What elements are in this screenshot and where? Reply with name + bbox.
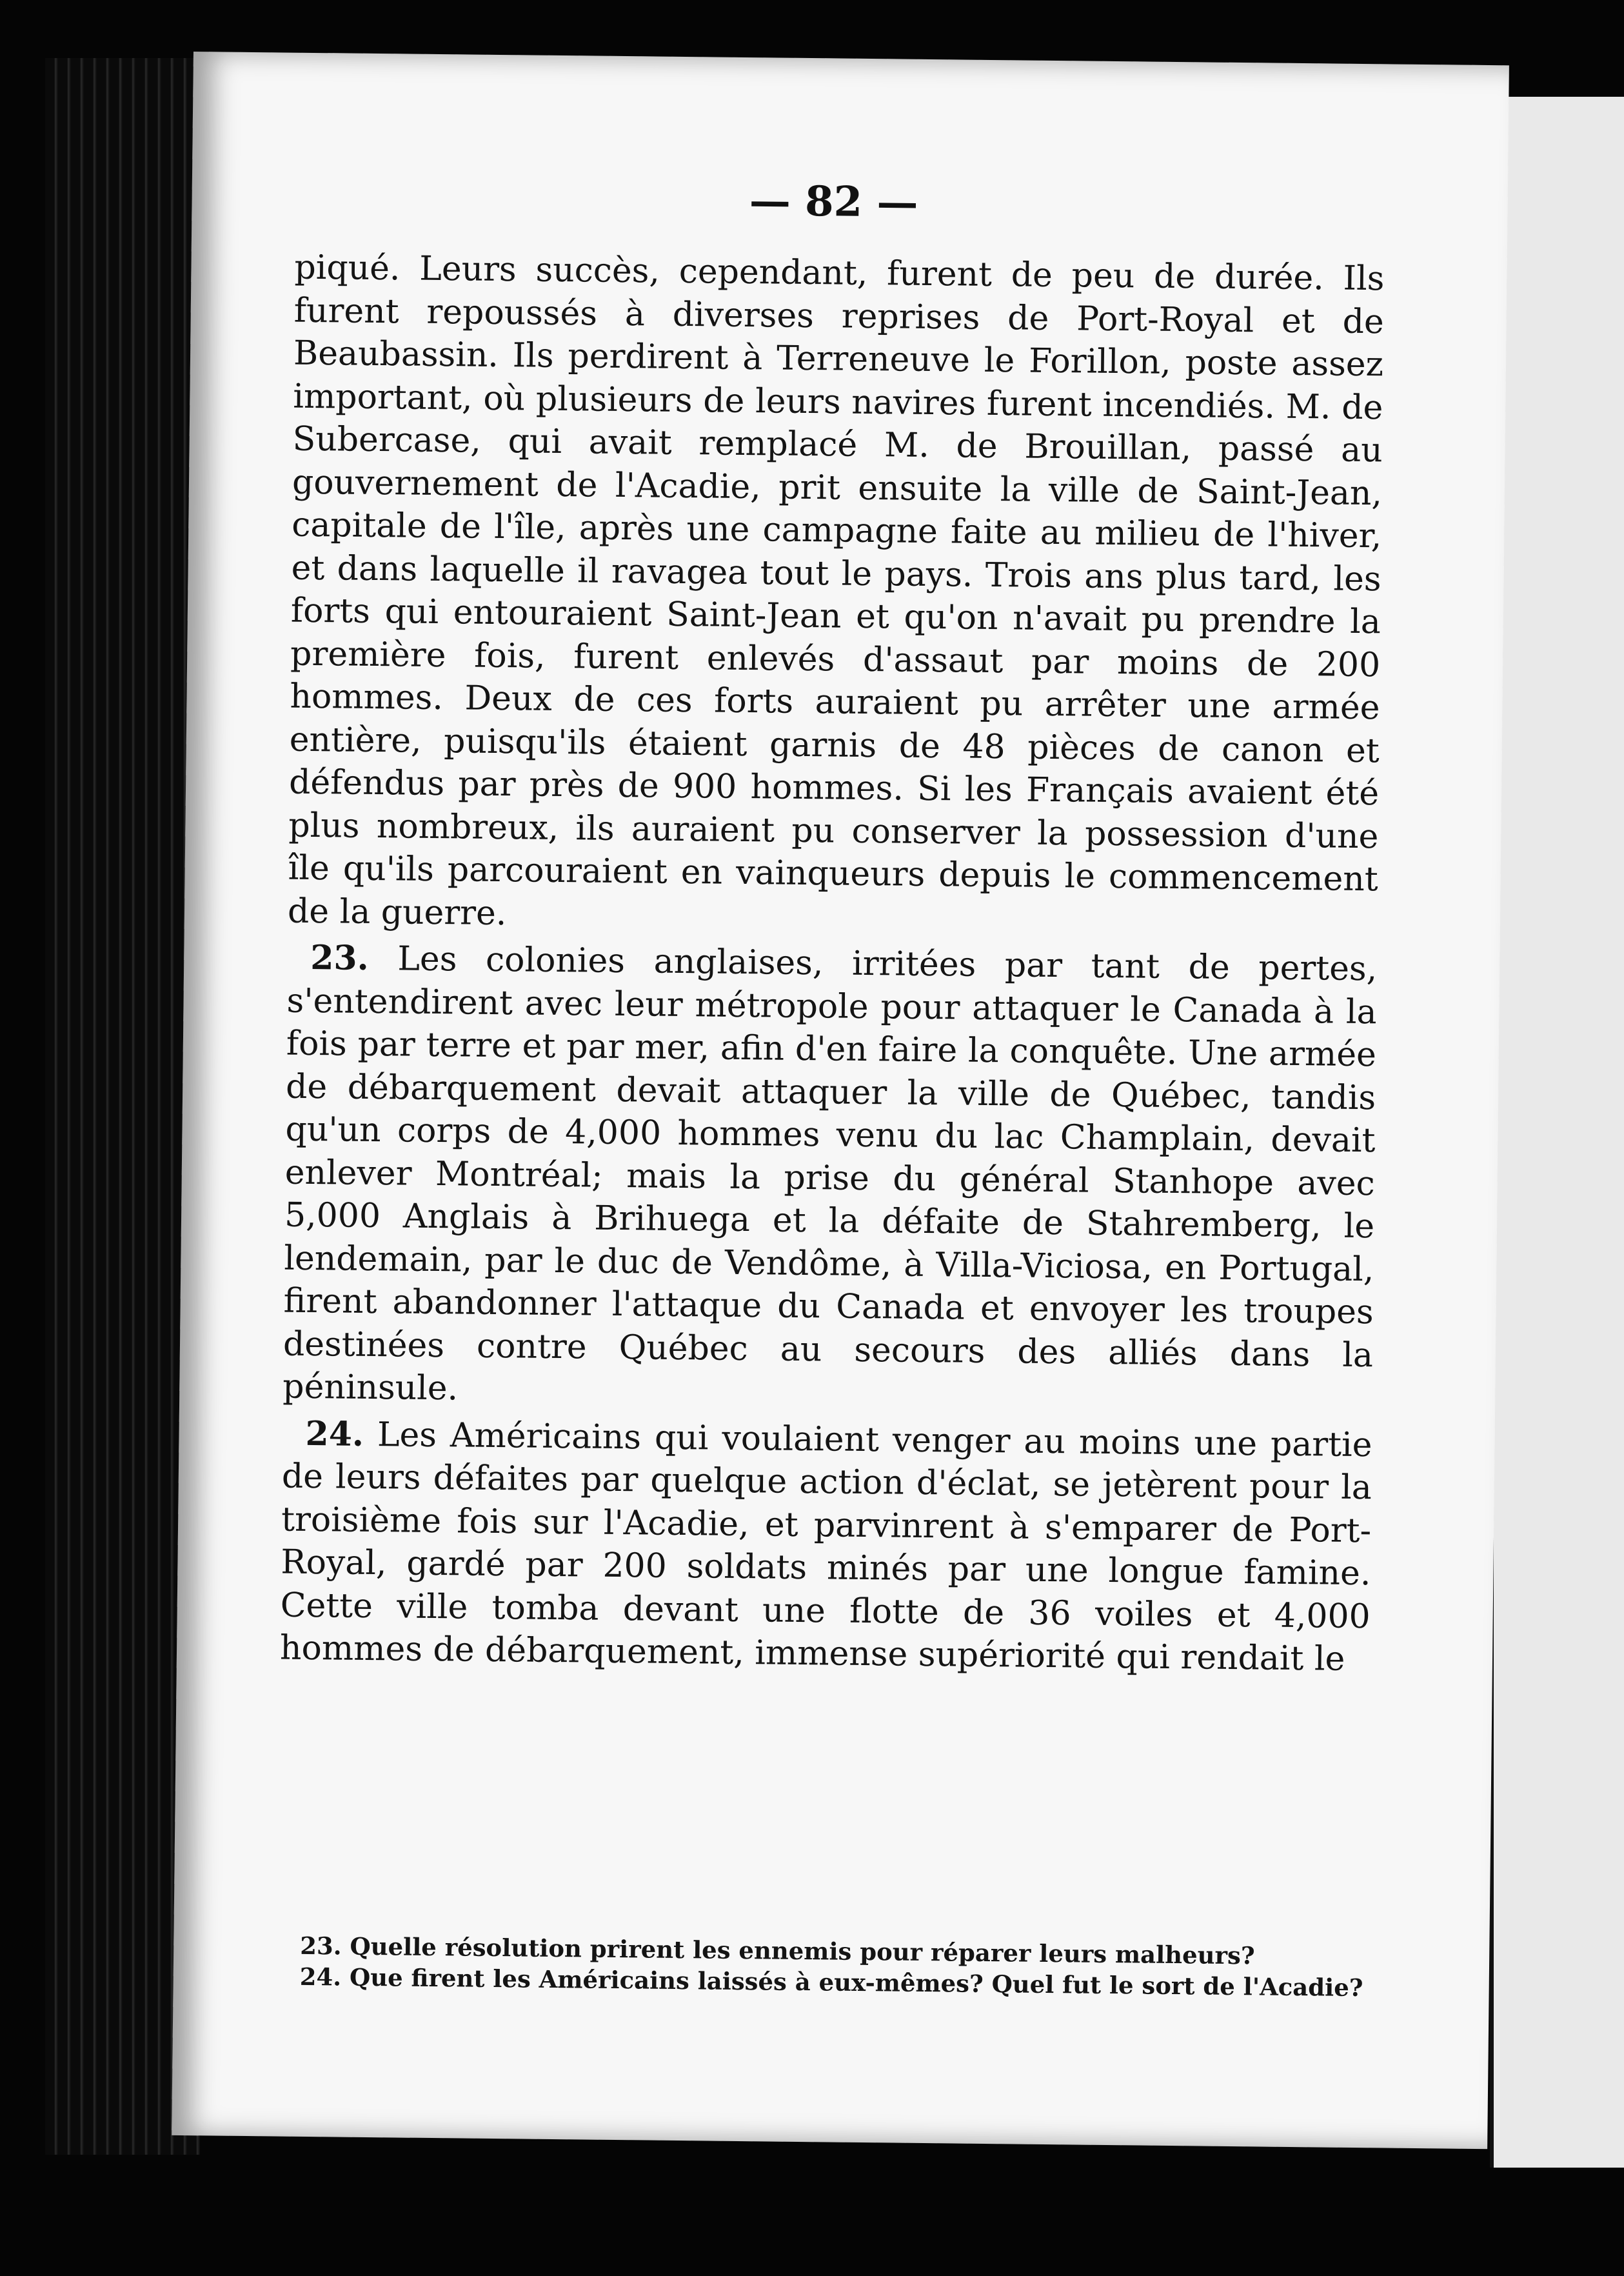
review-questions bbox=[277, 1930, 1367, 2004]
paragraph-number: 23. bbox=[310, 937, 370, 978]
paragraph-23 bbox=[282, 937, 1378, 1420]
paragraph-text: Les Américains qui voulaient venger au moins une partie de leurs défaites par quelque action d'éclat, se jetèrent pour la troisième fois sur l'Acadie, et parvinrent à s'emparer de Port-Royal, gardé par 200 soldats minés par une longue famine. Cette ville tomba devant une flotte de 36 voiles et 4,000 hommes de débarquement, immense supériorité qui rendait le bbox=[279, 1415, 1372, 1679]
paragraph-continuation bbox=[288, 246, 1385, 944]
body-text bbox=[280, 246, 1385, 1685]
page-number: — 82 — bbox=[749, 177, 918, 227]
paragraph-number: 24. bbox=[305, 1413, 364, 1454]
book-page bbox=[172, 52, 1509, 2149]
question-24: 24. Que firent les Américains laissés à eux-mêmes? Quel fut le sort de l'Acadie? bbox=[299, 1962, 1363, 2002]
paragraph-24 bbox=[280, 1412, 1372, 1681]
facing-page-edge bbox=[1490, 97, 1624, 2168]
paragraph-text: piqué. Leurs succès, cependant, furent de peu de durée. Ils furent repoussés à diverses reprises de Port-Royal et de Beaubassin. Ils perdirent à Terreneuve le Forillon, poste assez important, où plusieurs de leurs navires furent incendiés. M. de Subercase, qui avait remplacé M. de Brouillan, passé au gouvernement de l'Acadie, prit ensuite la ville de Saint-Jean, capitale de l'île, après une campagne faite au milieu de l'hiver, et dans laquelle il ravagea tout le pays. Trois ans plus tard, les forts qui entouraient Saint-Jean et qu'on n'avait pu prendre la première fois, furent enlevés d'assaut par moins de 200 hommes. Deux de ces forts auraient pu arrêter une armée entière, puisqu'ils étaient garnis de 48 pièces de canon et défendus par près de 900 hommes. Si les Français avaient été plus nombreux, ils auraient pu conserver la possession d'une île qu'ils parcouraient en vainqueurs depuis le commencement de la guerre. bbox=[287, 248, 1385, 933]
paragraph-text: Les colonies anglaises, irritées par tant de pertes, s'entendirent avec leur métropole pour attaquer le Canada à la fois par terre et par mer, afin d'en faire la conquête. Une armée de débarquement devait attaquer la ville de Québec, tandis qu'un corps de 4,000 hommes venu du lac Champlain, devait enlever Montréal; mais la prise du général Stanhope avec 5,000 Anglais à Brihuega et la défaite de Stahremberg, le lendemain, par le duc de Vendôme, à Villa-Viciosa, en Portugal, firent abandonner l'attaque du Canada et envoyer les troupes destinées contre Québec au secours des alliés dans la péninsule. bbox=[282, 939, 1378, 1408]
question-23: 23. Quelle résolution prirent les ennemis pour réparer leurs malheurs? bbox=[300, 1931, 1255, 1970]
